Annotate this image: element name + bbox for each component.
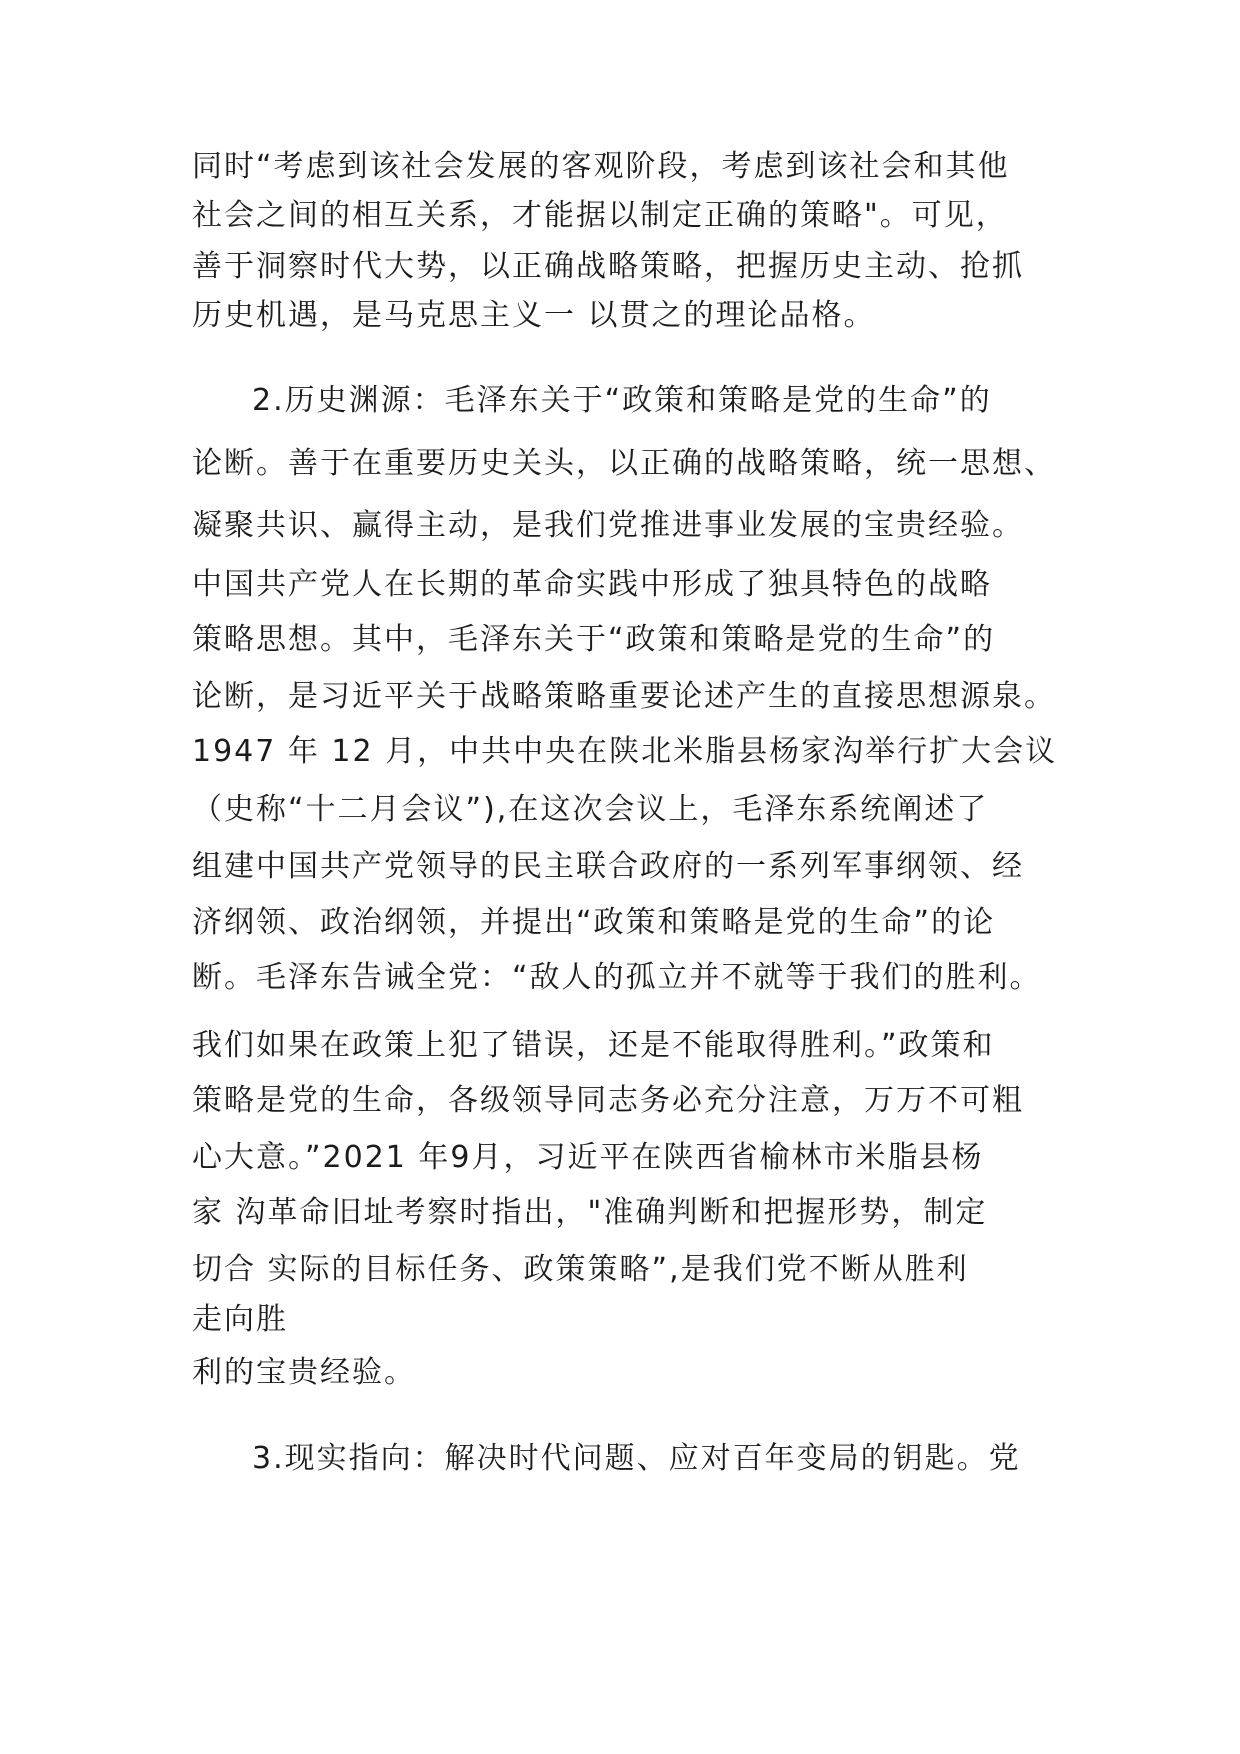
text-line: 策略是党的生命，各级领导同志务必充分注意，万万不可粗 bbox=[192, 1083, 1024, 1118]
text-line: 1947 年 12 月，中共中央在陕北米脂县杨家沟举行扩大会议 bbox=[192, 734, 1058, 769]
text-line: 利的宝贵经验。 bbox=[192, 1355, 416, 1390]
text-line: 断。毛泽东告诫全党：“敌人的孤立并不就等于我们的胜利。 bbox=[192, 960, 1042, 995]
text-line: 历史机遇，是马克思主义一 以贯之的理论品格。 bbox=[192, 298, 876, 333]
text-line: 策略思想。其中，毛泽东关于“政策和策略是党的生命”的 bbox=[192, 622, 996, 657]
text-line: 论断，是习近平关于战略策略重要论述产生的直接思想源泉。 bbox=[192, 679, 1056, 714]
text-line: 切合 实际的目标任务、政策策略”,是我们党不断从胜利 bbox=[192, 1252, 969, 1287]
text-line: 济纲领、政治纲领，并提出“政策和策略是党的生命”的论 bbox=[192, 905, 996, 940]
text-line: 家 沟革命旧址考察时指出，"准确判断和把握形势，制定 bbox=[192, 1195, 988, 1230]
text-line: 论断。善于在重要历史关头，以正确的战略策略，统一思想、 bbox=[192, 446, 1056, 481]
text-line: 组建中国共产党领导的民主联合政府的一系列军事纲领、经 bbox=[192, 849, 1024, 884]
text-line: 心大意。”2021 年9月，习近平在陕西省榆林市米脂县杨 bbox=[192, 1140, 984, 1175]
text-line: 同时“考虑到该社会发展的客观阶段，考虑到该社会和其他 bbox=[192, 149, 1010, 184]
text-line: 中国共产党人在长期的革命实践中形成了独具特色的战略 bbox=[192, 567, 992, 602]
text-line: 我们如果在政策上犯了错误，还是不能取得胜利。”政策和 bbox=[192, 1028, 995, 1063]
text-line: 走向胜 bbox=[192, 1302, 288, 1337]
text-line: 善于洞察时代大势，以正确战略策略，把握历史主动、抢抓 bbox=[192, 249, 1024, 284]
text-line: 凝聚共识、赢得主动，是我们党推进事业发展的宝贵经验。 bbox=[192, 508, 1024, 543]
text-line: 社会之间的相互关系，才能据以制定正确的策略"。可见， bbox=[192, 198, 1008, 233]
text-line: （史称“十二月会议”),在这次会议上，毛泽东系统阐述了 bbox=[192, 792, 989, 827]
section-heading-3: 3.现实指向：解决时代问题、应对百年变局的钥匙。党 bbox=[252, 1441, 1021, 1476]
section-heading-2: 2.历史渊源：毛泽东关于“政策和策略是党的生命”的 bbox=[252, 383, 992, 418]
